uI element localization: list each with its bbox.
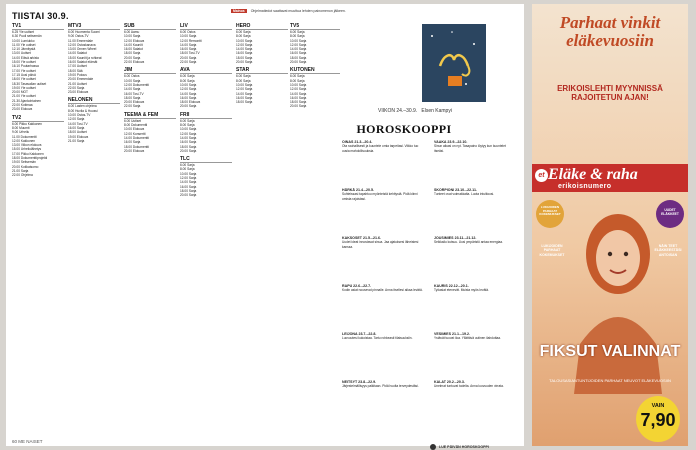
listing-line: 12.00 Remontti bbox=[180, 38, 202, 43]
listing-line: 20.00 Elokuva bbox=[124, 148, 145, 153]
listing-line: 18.00 Sarja bbox=[180, 188, 197, 193]
week-label: VIIKON 24.–30.9. Elsen Kampyi bbox=[378, 108, 452, 114]
channel-heading: NELONEN bbox=[68, 97, 120, 104]
listing-line: 15.00 Kauniit ja rohkeat bbox=[68, 55, 102, 60]
cover-tagline: TALOUSASIANTUNTIJOIDEN PARHAAT NEUVOT ELÄKEVUOSIIN bbox=[549, 378, 671, 383]
horoscope-sign bbox=[434, 380, 516, 389]
listing-line: 6.00 Uutiset bbox=[124, 118, 142, 123]
listing-line: 10.00 Sarja bbox=[290, 38, 307, 43]
listing-line: 18.00 Sarja bbox=[290, 55, 307, 60]
listing-line: 13.00 Onnen Wheel bbox=[68, 47, 97, 52]
listing-line: 14.00 Sarja bbox=[180, 135, 197, 140]
channel-heading: SUB bbox=[124, 23, 176, 30]
listing-line: 6.00 Huomenta Suomi bbox=[68, 30, 100, 34]
channel-heading: LIV bbox=[180, 23, 232, 30]
listing-line: 23.00 Elokuva bbox=[12, 107, 33, 112]
cover-portrait bbox=[570, 194, 666, 394]
listing-line: 14.00 Sarja bbox=[290, 91, 307, 96]
listing-line: 16.00 Salatut elämät bbox=[68, 60, 98, 65]
listing-line: 20.00 MOT bbox=[12, 90, 28, 95]
listing-line: 19.00 Putous bbox=[68, 72, 87, 77]
listing-line: 16.00 Sarja bbox=[68, 125, 85, 130]
listing-line: 8.00 Sarja bbox=[180, 78, 195, 83]
ad-note: Ohjelmatiedot saattavat muuttua lehden painomenon jälkeen. bbox=[250, 9, 346, 13]
channel-heading: MTV3 bbox=[68, 23, 120, 30]
listing-line: 20.00 Sarja bbox=[180, 104, 197, 109]
left-note: LUKIJOIDEN PARHAAT KOKEMUKSET bbox=[539, 244, 565, 257]
daily-horoscope-promo: LUE PÄIVÄN HOROSKOOPPI bbox=[430, 444, 489, 450]
listing-line: 6.00 Lasten ohjelma bbox=[68, 104, 97, 109]
listing-line: 19.00 Seitsemän bbox=[12, 160, 36, 165]
listing-column-4 bbox=[180, 20, 232, 430]
horoscope-sign bbox=[342, 140, 424, 153]
listing-line: 12.10 Jännitystä bbox=[12, 47, 36, 52]
sign-name: LEIJONA 23.7.–22.8. bbox=[342, 332, 377, 336]
listing-line: 21.00 Yle uutiset bbox=[12, 94, 36, 99]
sign-name: KAURIS 22.12.–20.1. bbox=[434, 284, 469, 288]
listing-line: 10.00 Sarja bbox=[236, 82, 253, 87]
horoscope-sign bbox=[342, 284, 424, 293]
listing-line: 8.00 Sarja bbox=[290, 78, 305, 83]
listing-line: 18.00 Dokumentti bbox=[124, 144, 149, 149]
horoscope-section bbox=[342, 22, 522, 449]
cover-headline: Parhaat vinkit eläkevuosiin bbox=[559, 13, 661, 50]
horoscope-sign bbox=[434, 188, 516, 197]
listing-line: 6.30 Puoli seitsemän bbox=[12, 34, 42, 39]
horoscope-sign bbox=[434, 236, 516, 245]
sign-text: Uudet ideat innostavat sinua. Jaa ajatuksesi läheistesi kanssa. bbox=[342, 240, 419, 249]
listing-line: 15.00 Yle uutiset bbox=[12, 60, 36, 65]
channel-heading: AVA bbox=[180, 67, 232, 74]
sign-text: Järjestelmällisyys palkitaan. Pidä huolta terveydestäsi. bbox=[342, 384, 419, 389]
listing-line: 21.00 Sarja bbox=[68, 138, 85, 143]
listing-line: 16.00 Sarja bbox=[180, 95, 197, 100]
channel-heading: FRII bbox=[180, 112, 232, 119]
listing-line: 10.00 Sarja bbox=[180, 82, 197, 87]
listing-line: 8.00 Sarja bbox=[236, 34, 251, 39]
sign-text: Ota rauhallisesti ja kuuntele omia tarpeitasi. Viikko tuo uusia mahdollisuuksia. bbox=[342, 144, 419, 153]
phone-icon bbox=[430, 444, 436, 450]
sign-text: Luovuutesi kukoistaa. Tartu rohkeasti tilaisuuksiin. bbox=[342, 336, 413, 341]
listing-line: 12.00 Sarja bbox=[180, 176, 197, 181]
listing-line: 22.00 Elokuva bbox=[124, 60, 145, 65]
listing-line: 14.00 Sarja bbox=[180, 180, 197, 185]
listing-line: 18.00 Sarja bbox=[236, 55, 253, 60]
listing-line: 8.00 Dokumentti bbox=[124, 123, 148, 128]
brand-name: Eläke & raha bbox=[548, 166, 638, 183]
listing-line: 14.00 Tosi-TV bbox=[68, 121, 88, 126]
listing-line: 22.00 Sarja bbox=[180, 60, 197, 65]
listing-line: 20.00 Sarja bbox=[180, 55, 197, 60]
listing-line: 18.00 Elokuva bbox=[180, 100, 201, 105]
listing-line: 12.00 Dokumentti bbox=[124, 82, 149, 87]
channel-heading: TV5 bbox=[290, 23, 340, 30]
listing-line: 8.00 Sarja bbox=[236, 78, 251, 83]
listing-line: 21.00 Sarja bbox=[12, 168, 29, 173]
price-badge: VAIN 7,90 bbox=[636, 396, 680, 442]
listing-line: 11.00 Yle uutiset bbox=[12, 42, 36, 47]
magazine-cover-ad bbox=[532, 4, 688, 446]
brand-badge: et bbox=[535, 169, 548, 182]
listing-line: 18.00 Uutiset bbox=[68, 130, 87, 135]
right-note: NÄIN TEET ELÄKKEESTÄSI ANTOISAN bbox=[654, 244, 682, 257]
listing-line: 18.00 Sarja bbox=[124, 51, 141, 56]
right-badge: UUDET ELÄKKEET bbox=[656, 200, 684, 228]
listing-line: 6.00 Sarja bbox=[180, 118, 195, 123]
listing-line: 12.00 Kakkonen bbox=[12, 138, 36, 143]
sign-text: Sinun aikasi on nyt. Tasapaino löytyy kun kuuntelet itseäsi. bbox=[434, 144, 506, 153]
zodiac-illustration bbox=[422, 24, 486, 102]
listing-line: 20.00 Kotikatsomo bbox=[12, 164, 39, 169]
listing-line: 16.00 Sarja bbox=[236, 51, 253, 56]
horoscope-sign bbox=[342, 380, 424, 389]
listing-line: 15.00 Urheilulähetys bbox=[12, 147, 42, 152]
sign-name: OINAS 21.3.–20.4. bbox=[342, 140, 373, 144]
listing-line: 20.00 Sarja bbox=[124, 55, 141, 60]
sign-name: VESIMIES 21.1.–19.2. bbox=[434, 332, 470, 336]
listing-line: 20.00 Sarja bbox=[180, 193, 197, 198]
listing-line: 8.00 Sarja bbox=[290, 34, 305, 39]
sign-name: KALAT 20.2.–20.3. bbox=[434, 380, 465, 384]
tv-listings-page bbox=[6, 4, 524, 449]
listing-line: 14.00 Elävä arkisto bbox=[12, 55, 40, 60]
horoscope-sign bbox=[434, 284, 516, 293]
listing-line: 10.00 Ostos-TV bbox=[68, 113, 91, 118]
channel-heading: HERO bbox=[236, 23, 288, 30]
listing-line: 18.00 Sarja bbox=[236, 100, 253, 105]
listing-line: 16.00 Salatut bbox=[124, 47, 143, 52]
listing-line: 10.00 Sarja bbox=[236, 38, 253, 43]
listing-line: 11.00 Dokumentti bbox=[12, 134, 37, 139]
horoscope-sign bbox=[342, 188, 424, 201]
listing-line: 10.00 Sarja bbox=[290, 82, 307, 87]
listing-line: 22.00 Ohjelma bbox=[12, 173, 33, 178]
ad-notice-bar bbox=[231, 7, 346, 15]
listing-line: 18.00 Tosi-TV bbox=[180, 51, 200, 56]
listing-line: 23.00 Elokuva bbox=[68, 90, 89, 95]
sign-name: HÄRKÄ 21.4.–20.5. bbox=[342, 188, 374, 192]
listing-line: 12.00 Sarja bbox=[180, 131, 197, 136]
listing-line: 18.00 Sää bbox=[68, 68, 83, 73]
channel-heading: STAR bbox=[236, 67, 288, 74]
channel-heading: TV2 bbox=[12, 115, 64, 122]
listing-line: 14.00 Sarja bbox=[180, 91, 197, 96]
listing-line: 21.30 Ajankohtainen bbox=[12, 98, 41, 103]
listing-line: 16.00 Sarja bbox=[180, 140, 197, 145]
listing-line: 19.00 Elokuva bbox=[68, 134, 89, 139]
listing-line: 12.00 Sarja bbox=[290, 87, 307, 92]
listing-line: 14.00 Kauniit bbox=[124, 42, 143, 47]
listing-column-2 bbox=[68, 20, 120, 430]
listing-line: 17.15 Uusi päivä bbox=[12, 72, 36, 77]
listing-line: 8.00 Muumit bbox=[12, 125, 30, 130]
sign-name: KAKSOSET 21.5.–21.6. bbox=[342, 236, 381, 240]
listing-line: 6.25 Yle uutiset bbox=[12, 30, 34, 34]
listing-line: 13.00 Uutiset bbox=[12, 51, 31, 56]
listing-line: 20.00 Sarja bbox=[290, 60, 307, 65]
listing-line: 10.00 Sarja bbox=[124, 78, 141, 83]
sign-text: Kodin asiat nousevat pinnalle. Anna itsellesi aikaa levätä. bbox=[342, 288, 423, 293]
listing-line: 14.00 Sarja bbox=[290, 47, 307, 52]
listing-line: 18.00 Sarja bbox=[290, 100, 307, 105]
listing-line: 8.00 Huvila & Huussi bbox=[68, 108, 98, 113]
sign-text: Tunteet ovat voimakkaita. Luota intuitioosi. bbox=[434, 192, 495, 197]
listing-line: 18.00 Sarja bbox=[180, 144, 197, 149]
listing-line: 12.00 Sarja bbox=[236, 42, 253, 47]
sign-name: RAPU 22.6.–22.7. bbox=[342, 284, 372, 288]
channel-heading: TV1 bbox=[12, 23, 64, 30]
listing-line: 18.00 Dokumenttiprojekti bbox=[12, 156, 48, 161]
horoscope-title: HOROSKOOPPI bbox=[356, 122, 452, 136]
sign-text: Seikkailu kutsuu. Uusi ympäristö antaa energiaa. bbox=[434, 240, 503, 245]
brand-sub: erikoisnumero bbox=[558, 183, 612, 190]
fiksut-headline: FIKSUT VALINNAT bbox=[539, 343, 681, 360]
listing-column-1 bbox=[12, 20, 64, 430]
listing-line: 14.00 Sarja bbox=[180, 42, 197, 47]
listing-line: 12.00 Sarja bbox=[68, 117, 85, 122]
listing-line: 22.00 Kotimaa bbox=[12, 103, 33, 108]
channel-heading: TLC bbox=[180, 156, 232, 163]
listing-line: 17.00 Uutiset bbox=[68, 64, 87, 69]
listing-line: 16.00 Sarja bbox=[236, 95, 253, 100]
sign-name: SKORPIONI 23.10.–22.11. bbox=[434, 188, 477, 192]
left-badge: LUKIJOIDEN PARHAAT KOKEMUKSET bbox=[536, 200, 564, 228]
channel-heading: KUTONEN bbox=[290, 67, 340, 74]
listing-line: 11.00 Emmerdale bbox=[68, 38, 93, 43]
listing-line: 22.00 Sarja bbox=[124, 104, 141, 109]
listing-line: 12.00 Elokuva bbox=[124, 38, 145, 43]
listing-line: 12.00 Sarja bbox=[290, 42, 307, 47]
listing-line: 19.00 Yle uutiset bbox=[12, 85, 36, 90]
listing-line: 10.00 Elokuva bbox=[124, 127, 145, 132]
scorpion-icon bbox=[422, 24, 486, 102]
listing-line: 16.00 Sarja bbox=[180, 184, 197, 189]
listing-line: 16.00 Sarja bbox=[180, 47, 197, 52]
listing-column-6 bbox=[290, 20, 340, 430]
listing-line: 6.00 Ostos bbox=[180, 30, 196, 34]
listing-line: 16.00 Sarja bbox=[290, 95, 307, 100]
listing-column-5 bbox=[236, 20, 288, 430]
listing-line: 22.00 Sarja bbox=[68, 85, 85, 90]
page-footer: 60 ME NAISET bbox=[12, 439, 43, 444]
listing-line: 6.00 Aamu bbox=[124, 30, 140, 34]
sign-text: Ystävät tuovat iloa. Yllättävä uutinen ilahduttaa. bbox=[434, 336, 501, 341]
listing-line: 21.00 Uutiset bbox=[68, 81, 87, 86]
listing-line: 14.00 Sarja bbox=[236, 47, 253, 52]
listing-line: 6.00 Pikku Kakkonen bbox=[12, 121, 42, 126]
listing-line: 12.00 Sarja bbox=[236, 87, 253, 92]
horoscope-sign bbox=[342, 236, 424, 249]
channel-heading: JIM bbox=[124, 67, 176, 74]
listing-line: 8.00 Sarja bbox=[180, 123, 195, 128]
listing-line: 17.00 Pikku Kakkonen bbox=[12, 151, 44, 156]
listing-line: 6.00 Sarja bbox=[180, 74, 195, 79]
listing-line: 18.30 Tasavallan uutiset bbox=[12, 81, 47, 86]
listing-line: 14.00 Dokumentti bbox=[124, 135, 149, 140]
listing-line: 12.00 Konsertti bbox=[124, 131, 146, 136]
listing-line: 18.00 Sarja bbox=[124, 95, 141, 100]
listing-line: 16.00 Sarja bbox=[290, 51, 307, 56]
horoscope-sign bbox=[342, 332, 424, 341]
listing-line: 10.00 Sarja bbox=[180, 34, 197, 39]
listing-line: 20.00 Sarja bbox=[290, 104, 307, 109]
horoscope-sign bbox=[434, 140, 516, 153]
listing-line: 20.00 Emmerdale bbox=[68, 77, 94, 82]
cover-subheadline: ERIKOISLEHTI MYYNNISSÄ RAJOITETUN AJAN! bbox=[557, 84, 663, 102]
listing-line: 20.00 Elokuva bbox=[124, 100, 145, 105]
listing-line: 12.00 Ostoskanava bbox=[68, 42, 96, 47]
listing-line: 10.00 Sarja bbox=[124, 34, 141, 39]
listing-line: 6.00 Sarja bbox=[290, 74, 305, 79]
listing-line: 10.00 Lumiukko bbox=[12, 38, 35, 43]
listing-line: 8.00 Sarja bbox=[180, 167, 195, 172]
listing-line: 14.00 Salatut bbox=[68, 51, 87, 56]
horoscope-sign bbox=[434, 332, 516, 341]
listing-line: 6.00 Ostos bbox=[124, 74, 140, 79]
listing-line: 16.10 Puutarhassa bbox=[12, 64, 39, 69]
listing-line: 16.00 Tosi-TV bbox=[124, 91, 144, 96]
listing-line: 14.00 Sarja bbox=[124, 87, 141, 92]
channel-heading: TEEMA & FEM bbox=[124, 112, 176, 119]
listing-column-3 bbox=[124, 20, 176, 430]
listing-line: 16.00 Sarja bbox=[124, 140, 141, 145]
listing-line: 14.00 Sarja bbox=[236, 91, 253, 96]
sign-name: VAAKA 23.9.–22.10. bbox=[434, 140, 468, 144]
sign-name: NEITSYT 23.8.–22.9. bbox=[342, 380, 377, 384]
listing-line: 18.00 Yle uutiset bbox=[12, 77, 36, 82]
listing-line: 10.00 Sarja bbox=[180, 127, 197, 132]
listing-line: 6.00 Sarja bbox=[236, 74, 251, 79]
listing-line: 13.00 Viikon elokuva bbox=[12, 143, 42, 148]
listing-line: 6.00 Sarja bbox=[290, 30, 305, 34]
sign-text: Suhteissasi tapahtuu myönteistä kehitystä. Pidä kiinni omista rajoistasi. bbox=[342, 192, 418, 201]
listing-line: 9.00 Ostos-TV bbox=[68, 34, 89, 39]
listing-line: 17.00 Yle uutiset bbox=[12, 68, 36, 73]
day-heading: TIISTAI 30.9. bbox=[12, 11, 69, 21]
listing-line: 12.00 Sarja bbox=[180, 87, 197, 92]
brand-band bbox=[532, 164, 688, 192]
ad-badge: Mainos bbox=[233, 9, 245, 13]
sign-name: JOUSIMIES 23.11.–21.12. bbox=[434, 236, 477, 240]
listing-line: 10.00 Sarja bbox=[180, 171, 197, 176]
sign-text: Työasiat etenevät. Muista myös levätä. bbox=[434, 288, 489, 293]
listing-line: 20.00 Sarja bbox=[236, 60, 253, 65]
sign-text: Unelmat tuntuvat todelta. Anna luovuuden virrata. bbox=[434, 384, 504, 389]
listing-line: 20.00 Sarja bbox=[180, 148, 197, 153]
listing-line: 6.00 Sarja bbox=[180, 163, 195, 168]
listing-line: 6.00 Sarja bbox=[236, 30, 251, 34]
listing-line: 9.00 Urheilu bbox=[12, 130, 30, 135]
